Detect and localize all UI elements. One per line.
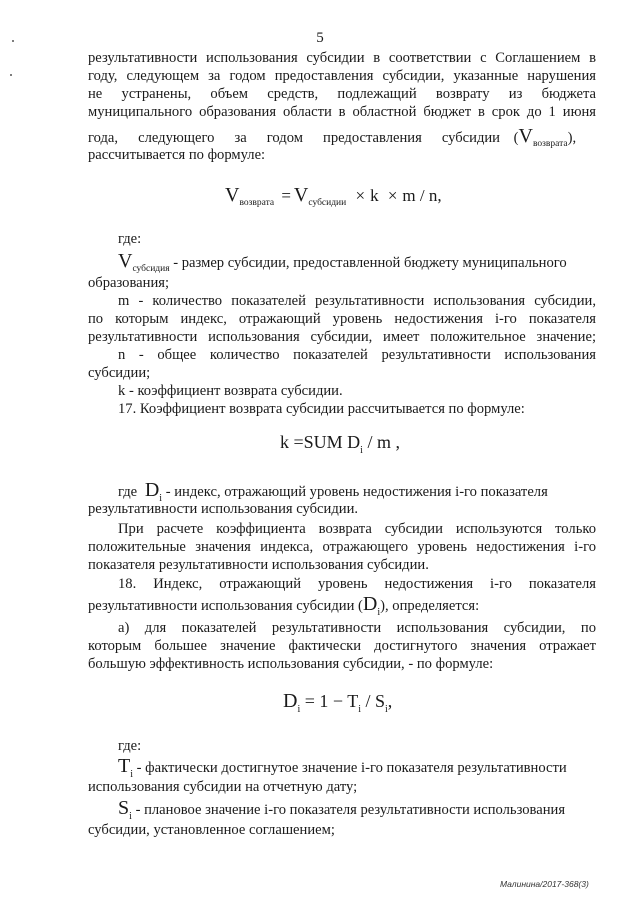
var-k: k <box>370 186 379 205</box>
text-line: результативности использования субсидии. <box>88 501 359 517</box>
text-line: 18. Индекс, отражающий уровень недостижения i-го показателя <box>118 576 596 592</box>
text-line: образования; <box>88 275 170 291</box>
text-fragment: года, следующего за годом предоставления субсидии <box>88 130 500 146</box>
subscript-subsidii: субсидии <box>308 198 347 208</box>
text-line: n - общее количество показателей результативности использования <box>118 347 596 363</box>
text-line: большую эффективность использования субсидии, - по формуле: <box>88 656 494 672</box>
text-line: положительные значения индекса, отражающего уровень недостижения i-го <box>88 539 596 555</box>
paren-close: ), <box>567 130 577 146</box>
formula-di <box>283 690 392 715</box>
text-fragment: - индекс, отражающий уровень недостижения i-го показателя <box>165 484 548 500</box>
text-line: показателя результативности использования субсидии. <box>88 557 429 573</box>
equals-sign: = <box>281 186 291 205</box>
text-fragment: - размер субсидии, предоставленной бюджету муниципального <box>173 255 567 271</box>
text-line: а) для показателей результативности использования субсидии, по <box>118 620 596 636</box>
subscript-i: i <box>159 493 163 504</box>
subscript-i: i <box>377 607 381 618</box>
formula-k <box>280 432 400 456</box>
slash-s: / S <box>365 691 386 711</box>
comma: , <box>387 691 393 711</box>
var-v: V <box>518 125 533 147</box>
var-t: T <box>118 755 131 777</box>
subscript-i: i <box>129 811 132 822</box>
var-d: D <box>362 593 378 615</box>
subscript-i: i <box>385 704 388 715</box>
text-line: по которым индекс, отражающий уровень недостижения i-го показателя <box>88 311 596 327</box>
subscript-subsidiya: субсидия <box>132 264 170 274</box>
var-d: D <box>283 690 298 712</box>
text-fragment: ), определяется: <box>380 598 480 614</box>
subscript-vozvrata: возврата <box>239 198 275 208</box>
text-line: где: <box>118 231 142 247</box>
margin-speck <box>10 74 12 76</box>
text-line: субсидии, установленное соглашением; <box>88 822 335 838</box>
subscript-i: i <box>130 769 133 780</box>
text-line-with-symbol <box>88 593 596 621</box>
text-line: k - коэффициент возврата субсидии. <box>118 383 343 399</box>
text-line: результативности использования субсидии, имеет положительное значение; <box>88 329 596 345</box>
text-fragment: где <box>118 484 138 500</box>
subscript-i: i <box>358 704 361 715</box>
text-line: использования субсидии на отчетную дату; <box>88 779 358 795</box>
times-sign: × <box>387 186 398 205</box>
text-line: году, следующем за годом предоставления субсидии, указанные нарушения <box>88 68 596 84</box>
text-fragment: - плановое значение i-го показателя результативности использования <box>135 802 566 818</box>
text-line: муниципального образования области в областной бюджет в срок до 1 июня <box>88 104 596 120</box>
ratio-mn: m / n <box>402 186 438 205</box>
text-fragment: результативности использования субсидии ( <box>88 598 363 614</box>
subscript-vozvrata: возврата <box>532 139 568 149</box>
k-sum-d: k =SUM D <box>280 432 361 452</box>
text-line: m - количество показателей результативности использования субсидии, <box>118 293 596 309</box>
formula-v-vozvrata <box>225 184 442 208</box>
var-v: V <box>293 184 309 206</box>
text-line: которым большее значение фактически достигнутого значения отражает <box>88 638 596 654</box>
text-line: где: <box>118 738 142 754</box>
text-line: рассчитывается по формуле: <box>88 147 266 163</box>
times-sign: × <box>355 186 366 205</box>
slash-m: / m , <box>367 432 400 452</box>
text-line: 17. Коэффициент возврата субсидии рассчитывается по формуле: <box>118 401 525 417</box>
text-line: субсидии; <box>88 365 151 381</box>
text-line: При расчете коэффициента возврата субсидии используются только <box>118 521 596 537</box>
paren-open: ( <box>513 130 519 146</box>
var-v: V <box>225 184 240 206</box>
var-d: D <box>144 479 160 501</box>
comma: , <box>437 186 442 205</box>
footer-doc-id: Малинина/2017-368(3) <box>500 879 589 889</box>
var-s: S <box>118 797 130 819</box>
var-v: V <box>118 250 133 272</box>
text-line: не устранены, объем средств, подлежащий возврату из бюджета <box>88 86 596 102</box>
subscript-i: i <box>297 704 301 715</box>
text-line: результативности использования субсидии в соответствии с Соглашением в <box>88 50 596 66</box>
page-number: 5 <box>316 30 324 46</box>
formula-mid: = 1 − T <box>304 691 359 711</box>
text-fragment: - фактически достигнутое значение i-го показателя результативности <box>136 760 567 776</box>
subscript-i: i <box>360 445 363 456</box>
